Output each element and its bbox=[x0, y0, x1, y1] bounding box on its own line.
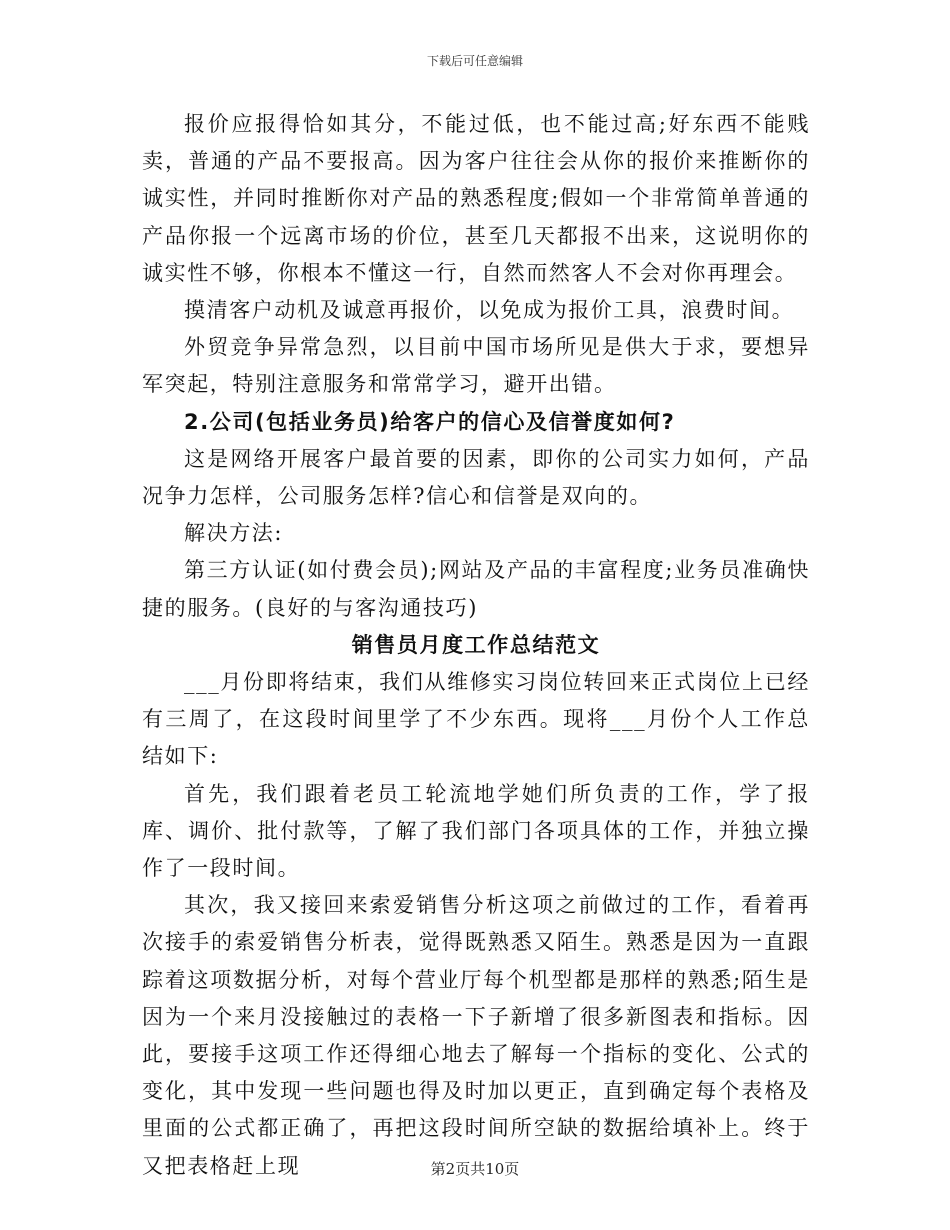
paragraph-first: 首先，我们跟着老员工轮流地学她们所负责的工作，学了报库、调价、批付款等，了解了我们部门各项具体的工作，并独立操作了一段时间。 bbox=[142, 781, 810, 881]
section-heading-confidence: 2.公司(包括业务员)给客户的信心及信誉度如何? bbox=[184, 409, 676, 434]
paragraph-competition: 外贸竞争异常急烈，以目前中国市场所见是供大于求，要想异军突起，特别注意服务和常常学习，避开出错。 bbox=[142, 335, 810, 397]
paragraph-confidence: 这是网络开展客户最首要的因素，即你的公司实力如何，产品况争力怎样，公司服务怎样?信心和信誉是双向的。 bbox=[142, 446, 810, 509]
paragraph-second: 其次，我又接回来索爱销售分析这项之前做过的工作，看着再次接手的索爱销售分析表，觉得既熟悉又陌生。熟悉是因为一直跟踪着这项数据分析，对每个营业厅每个机型都是那样的熟悉;陌生是因为一个来月没接触过的表格一下子新增了很多新图表和指标。因此，要接手这项工作还得细心地去了解每一个指标的变化、公式的变化，其中发现一些问题也得及时加以更正，直到确定每个表格及里面的公式都正确了，再把这段时间所空缺的数据给填补上。终于又把表格赶上现 bbox=[142, 893, 810, 1178]
paragraph-solution: 第三方认证(如付费会员);网站及产品的丰富程度;业务员准确快捷的服务。(良好的与客沟通技巧) bbox=[142, 558, 810, 620]
page-header: 下载后可任意编辑 bbox=[426, 54, 523, 68]
paragraph-solution-label: 解决方法: bbox=[184, 521, 284, 546]
paragraph-customer-motive: 摸清客户动机及诚意再报价，以免成为报价工具，浪费时间。 bbox=[184, 298, 795, 323]
article-title: 销售员月度工作总结范文 bbox=[351, 632, 601, 657]
page-number: 第2页共10页 bbox=[430, 1160, 520, 1178]
paragraph-quotation: 报价应报得恰如其分，不能过低，也不能过高;好东西不能贱卖，普通的产品不要报高。因为客户往往会从你的报价来推断你的诚实性，并同时推断你对产品的熟悉程度;假如一个非常简单普通的产品你报一个远离市场的价位，甚至几天都报不出来，这说明你的诚实性不够，你根本不懂这一行，自然而然客人不会对你再理会。 bbox=[142, 112, 810, 285]
paragraph-intro: ___月份即将结束，我们从维修实习岗位转回来正式岗位上已经有三周了，在这段时间里学了不少东西。现将___月份个人工作总结如下: bbox=[142, 670, 810, 769]
document-body bbox=[142, 106, 810, 1185]
